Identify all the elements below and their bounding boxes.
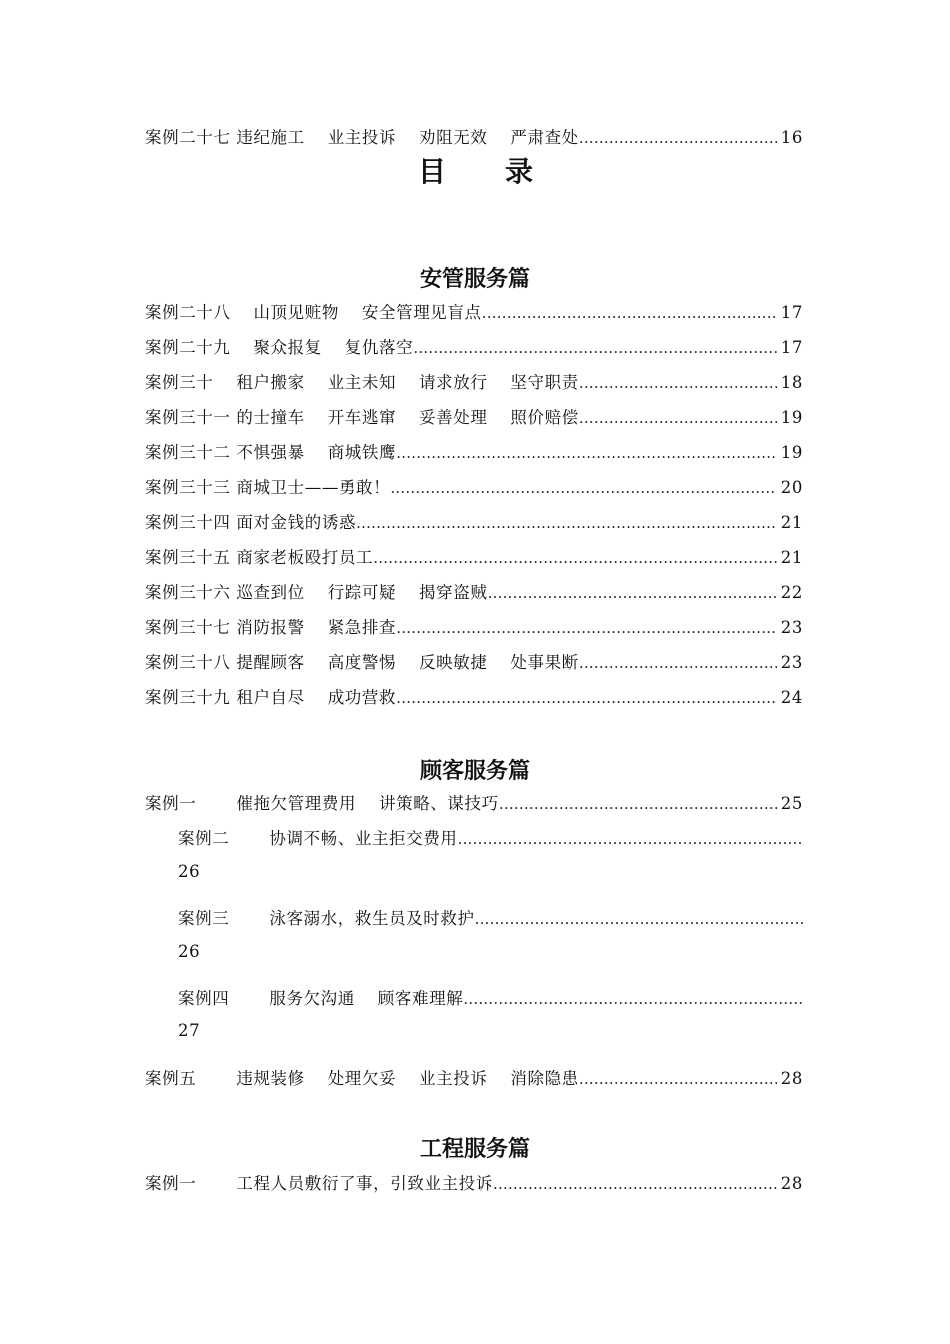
toc-entry-title: 案例五 违规装修 处理欠妥 业主投诉 消除隐患	[145, 1069, 579, 1088]
dot-leader	[413, 339, 777, 357]
toc-entry-title: 案例二十九 聚众报复 复仇落空	[145, 338, 414, 357]
dot-leader	[579, 654, 777, 672]
toc-entry-page: 20	[780, 478, 803, 497]
section-heading-security: 安管服务篇	[419, 267, 530, 292]
toc-entry[interactable]	[145, 404, 803, 428]
toc-entry-page: 22	[780, 583, 803, 602]
toc-entry[interactable]	[145, 579, 803, 603]
toc-entry-title: 案例二十八 山顶见赃物 安全管理见盲点	[145, 303, 482, 322]
toc-entry[interactable]	[145, 299, 803, 323]
toc-entry-title: 案例三十 租户搬家 业主未知 请求放行 坚守职责	[145, 373, 579, 392]
toc-entry-title: 案例三十四 面对金钱的诱惑	[145, 513, 357, 532]
toc-entry-page: 16	[780, 128, 803, 147]
toc-entry-title: 案例三十三 商城卫士——勇敢！	[145, 478, 391, 497]
toc-entry[interactable]	[178, 985, 803, 1009]
toc-entry-title: 案例三 泳客溺水，救生员及时救护	[178, 909, 475, 928]
dot-leader	[390, 479, 777, 497]
toc-entry[interactable]	[145, 369, 803, 393]
toc-entry-page: 23	[780, 618, 803, 637]
dot-leader	[487, 584, 776, 602]
dot-leader	[579, 409, 777, 427]
dot-leader	[475, 910, 803, 928]
toc-entry-page: 19	[780, 408, 803, 427]
toc-entry[interactable]	[145, 1065, 803, 1089]
toc-entry-page: 27	[178, 1021, 201, 1040]
toc-entry[interactable]	[145, 474, 803, 498]
toc-entry[interactable]	[145, 509, 803, 533]
toc-entry-page: 28	[780, 1069, 803, 1088]
toc-entry-title: 案例二 协调不畅、业主拒交费用	[178, 829, 458, 848]
dot-leader	[373, 549, 777, 567]
toc-entry-page: 26	[178, 942, 201, 961]
toc-entry-page: 17	[780, 338, 803, 357]
dot-leader	[482, 304, 777, 322]
toc-entry-title: 案例三十七 消防报警 紧急排查	[145, 618, 397, 637]
section-heading-engineering: 工程服务篇	[419, 1137, 530, 1162]
dot-leader	[463, 990, 803, 1008]
toc-entry-title: 案例三十九 租户自尽 成功营救	[145, 688, 397, 707]
toc-entry-page: 19	[780, 443, 803, 462]
toc-entry-page: 21	[780, 513, 803, 532]
toc-entry-page: 26	[178, 862, 201, 881]
toc-entry-page: 18	[780, 373, 803, 392]
dot-leader	[579, 374, 777, 392]
toc-entry-page: 28	[780, 1174, 803, 1193]
dot-leader	[499, 795, 777, 813]
toc-entry[interactable]	[145, 790, 803, 814]
toc-entry[interactable]	[145, 684, 803, 708]
toc-entry-title: 案例三十六 巡查到位 行踪可疑 揭穿盗贼	[145, 583, 488, 602]
dot-leader	[493, 1175, 777, 1193]
toc-entry[interactable]	[178, 905, 803, 929]
toc-entry-title: 案例四 服务欠沟通 顾客难理解	[178, 989, 464, 1008]
toc-entry[interactable]	[145, 614, 803, 638]
toc-entry-page: 17	[780, 303, 803, 322]
toc-entry[interactable]	[145, 334, 803, 358]
dot-leader	[356, 514, 777, 532]
toc-entry-title: 案例三十八 提醒顾客 高度警惕 反映敏捷 处事果断	[145, 653, 579, 672]
toc-entry-title: 案例二十七 违纪施工 业主投诉 劝阻无效 严肃查处	[145, 128, 579, 147]
dot-leader	[396, 619, 777, 637]
toc-entry-title: 案例一 工程人员敷衍了事，引致业主投诉	[145, 1174, 493, 1193]
dot-leader	[579, 129, 777, 147]
toc-entry[interactable]	[145, 439, 803, 463]
dot-leader	[396, 689, 777, 707]
toc-entry[interactable]	[178, 825, 803, 849]
toc-entry-title: 案例三十二 不惧强暴 商城铁鹰	[145, 443, 397, 462]
toc-entry-title: 案例一 催拖欠管理费用 讲策略、谋技巧	[145, 794, 499, 813]
toc-entry[interactable]	[145, 124, 803, 148]
toc-entry-page: 25	[780, 794, 803, 813]
dot-leader	[579, 1070, 777, 1088]
toc-entry[interactable]	[145, 544, 803, 568]
toc-entry[interactable]	[145, 1170, 803, 1194]
toc-entry-page: 21	[780, 548, 803, 567]
toc-entry-page: 24	[780, 688, 803, 707]
dot-leader	[396, 444, 777, 462]
toc-entry-title: 案例三十五 商家老板殴打员工	[145, 548, 374, 567]
toc-entry-title: 案例三十一 的士撞车 开车逃窜 妥善处理 照价赔偿	[145, 408, 579, 427]
dot-leader	[457, 830, 803, 848]
document-title-char-2: 录	[505, 155, 534, 188]
section-heading-customer: 顾客服务篇	[419, 759, 530, 784]
toc-entry[interactable]	[145, 649, 803, 673]
document-title-char-1: 目	[418, 155, 447, 188]
toc-entry-page: 23	[780, 653, 803, 672]
